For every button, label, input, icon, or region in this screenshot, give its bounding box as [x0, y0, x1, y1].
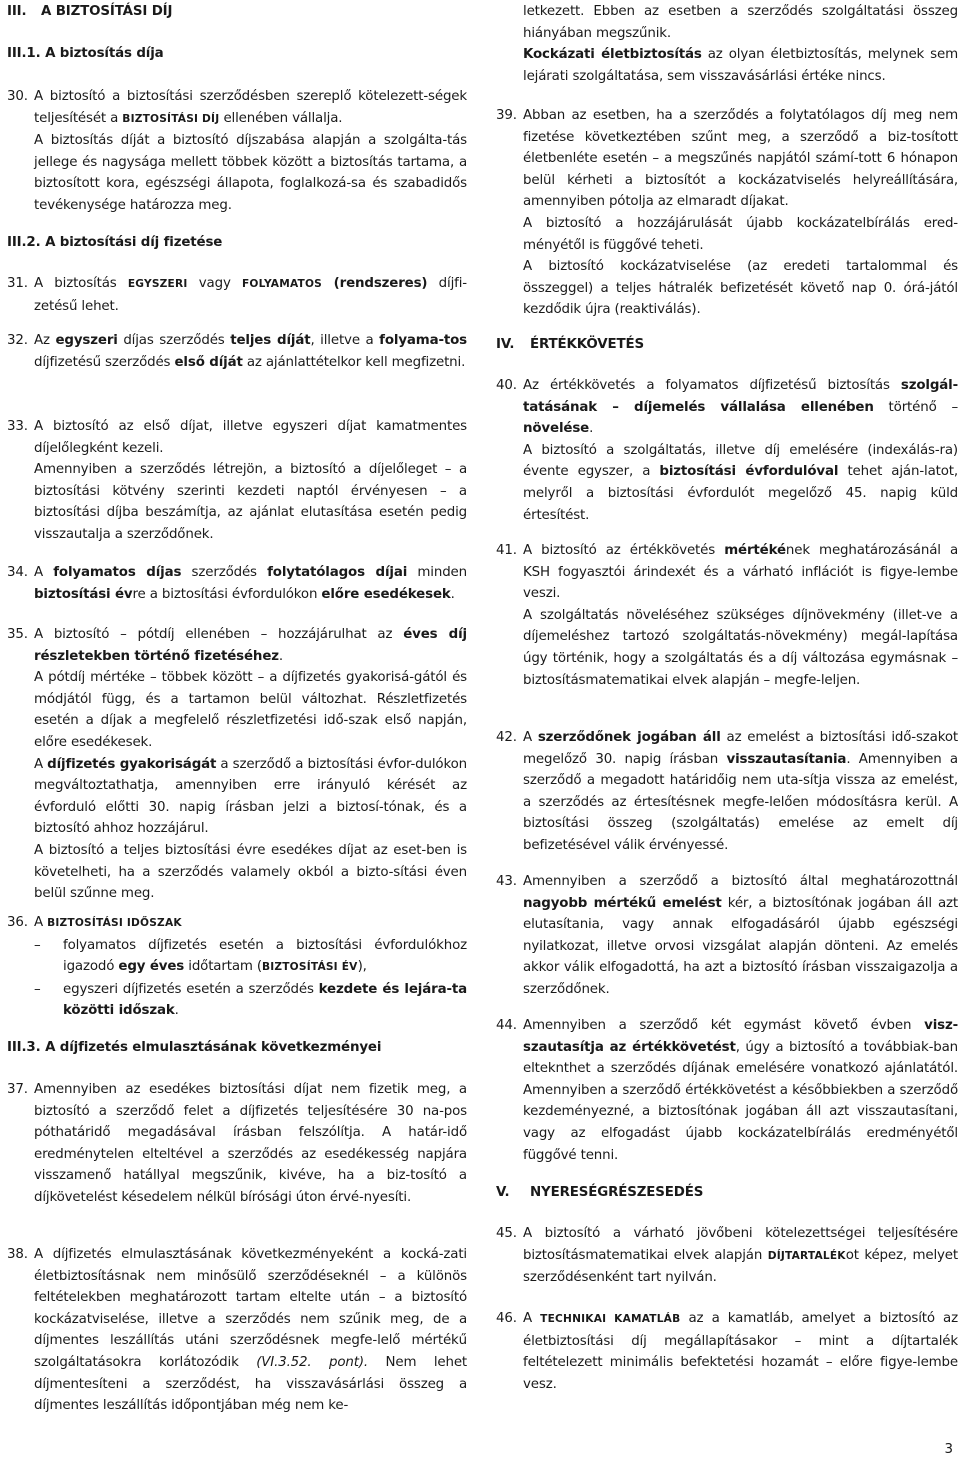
paragraph-30	[7, 86, 467, 217]
text: egyszeri díjfizetés esetén a szerződés	[63, 981, 319, 997]
text: ellenében vállalja.	[219, 110, 343, 126]
section-heading-3	[7, 1, 172, 23]
bold-text: teljes díját	[230, 333, 311, 348]
subsection-number: III.2.	[7, 235, 41, 250]
section-heading-4	[496, 334, 644, 356]
paragraph-39	[496, 105, 958, 321]
text: az olyan életbiztosítás, melynek sem lejárati szolgáltatása, sem visszavásárlási értéke nincs.	[523, 47, 958, 84]
small-caps-term: TECHNIKAI KAMATLÁB	[540, 1313, 681, 1325]
text: , illetve a	[310, 333, 380, 348]
text: A biztosító a biztosítási szerződésben szereplő kötelezett-ségek teljesítését a	[34, 89, 467, 126]
paragraph-number: 36.	[7, 915, 28, 930]
small-caps-term: FOLYAMATOS	[242, 278, 322, 290]
text: A biztosítás	[34, 276, 128, 291]
bold-text: szerződőnek jogában áll	[537, 730, 721, 745]
text: A	[34, 915, 48, 930]
subsection-heading-3-1	[7, 43, 164, 65]
paragraph-text: A biztosító az első díjat, illetve egyszeri díjat kamatmentes díjelőlegként kezeli.	[34, 419, 467, 456]
section-number: IV.	[496, 337, 515, 352]
bold-text: biztosítási évfordulóval	[659, 464, 839, 480]
text: folyamatos díjfizetés esetén a biztosítási évfordulókhoz igazodó	[63, 937, 467, 975]
paragraph-number: 38.	[7, 1247, 28, 1262]
text: díjfi-zetésű lehet.	[34, 276, 467, 314]
dash-marker: –	[34, 937, 41, 953]
paragraph-number: 46.	[496, 1311, 517, 1326]
paragraph-33	[7, 416, 467, 546]
paragraph-45	[496, 1223, 958, 1289]
section-number: V.	[496, 1185, 510, 1200]
paragraph-number: 30.	[7, 89, 28, 104]
text: minden	[407, 565, 467, 580]
text: díjfizetésű szerződés	[34, 354, 175, 370]
text: A biztosító a várható jövőbeni kötelezettségei teljesítésére biztosításmatematikai elvek alapján	[523, 1226, 958, 1263]
paragraph-number: 42.	[496, 730, 517, 745]
list-item	[34, 935, 467, 979]
bold-text: biztosítási év	[34, 586, 133, 602]
paragraph-text: A biztosítás díját a biztosító díjszabása alapján a szolgálta-tás jellege és nagysága mellett többek között a biztosítás tartama, a biztosított kora, egészségi állapota, foglalkozá-sa és szabadidős tevékenysége határozza meg.	[34, 133, 467, 213]
text: A biztosító az értékkövetés	[523, 543, 725, 558]
text: A biztosító a szolgáltatás, illetve díj emelésére (indexálás-ra) évente egyszer, a	[523, 442, 958, 480]
subsection-number: III.1.	[7, 46, 41, 61]
text: Az	[34, 333, 56, 348]
text: vagy	[187, 276, 242, 291]
paragraph-text: A biztosító a hozzájárulását újabb kockázatelbírálás ered-ményétől is függővé teheti.	[523, 215, 958, 253]
text: .	[589, 421, 594, 437]
paragraph-number: 34.	[7, 565, 28, 580]
small-caps-term: EGYSZERI	[127, 278, 188, 290]
paragraph-31	[7, 273, 467, 317]
text: Nem lehet díjmentesíteni a szerződést, ha visszavásárlási összeg a díjmentes leszállítás időpontjában még nem ke-	[34, 1354, 468, 1414]
bold-text: nagyobb mértékű emelést	[523, 895, 722, 911]
paragraph-number: 40.	[496, 378, 517, 393]
paragraph-number: 44.	[496, 1018, 517, 1033]
text: , úgy a biztosító a továbbiak-ban elteknthet a szerződés díjának emelésére vonatkozó ajánlatától. Amennyiben a szerződő értékkövetést a későbbiekben a szerződő kezdeményezné, a biztosítónak jogában áll azt visszautasítani, vagy az elfogadást újabb kockázatelbírálás eredményétől függővé tenni.	[523, 1039, 958, 1163]
subsection-number: III.3.	[7, 1040, 41, 1055]
bold-text: éves díj részletekben történő fizetéséhez	[34, 627, 467, 664]
text: az ajánlattételkor kell megfizetni.	[242, 354, 466, 370]
bold-text: folyama-tos	[379, 333, 468, 348]
subsection-title: A biztosítási díj fizetése	[45, 235, 223, 250]
paragraph-43	[496, 871, 958, 1001]
text: A	[34, 565, 54, 580]
paragraph-44	[496, 1015, 958, 1166]
text: .	[450, 586, 455, 602]
text: A	[523, 730, 538, 745]
bold-text: növelése	[523, 421, 590, 437]
subsection-title: A biztosítás díja	[45, 46, 164, 61]
paragraph-41	[496, 540, 958, 691]
paragraph-40	[496, 375, 958, 526]
section-title: NYERESÉGRÉSZESEDÉS	[530, 1185, 704, 1200]
section-heading-5	[496, 1182, 703, 1204]
text: re a biztosítási évfordulókon	[132, 586, 322, 602]
bold-text: mértéké	[724, 543, 786, 558]
subsection-heading-3-2	[7, 232, 222, 254]
paragraph-number: 37.	[7, 1082, 28, 1097]
paragraph-34	[7, 562, 467, 605]
bold-text: egyszeri	[55, 333, 118, 348]
text: Az értékkövetés a folyamatos díjfizetésű biztosítás	[523, 378, 901, 393]
paragraph-text: A biztosító a teljes biztosítási évre esedékes díjat az eset-ben is követelheti, ha a szerződés valamely okból a bizto-sítási éven belül szűnne meg.	[34, 842, 467, 902]
list-item	[34, 979, 467, 1022]
text: történő –	[873, 399, 959, 415]
bold-text: visszautasítania	[726, 751, 847, 767]
text: A díjfizetés elmulasztásának következményeként a kocká-zati életbiztosításnak nem minősülő szerződéseknél – a különös feltételekben meghatározott tartam eltelte után – a biztosító kockázatviselése, illetve a szerződés nem szűnik meg, de a díjmentes leszállítás utáni szerződésnek megfe-lelő mértékű szolgáltatásokra korlátozódik	[34, 1247, 467, 1370]
bold-text: visz-szautasítja az értékkövetést	[523, 1018, 958, 1055]
paragraph-text: Amennyiben az esedékes biztosítási díjat nem fizetik meg, a biztosító a szerződő felet a díjfizetés teljesítésére 30 na-pos póthatáridő megadásával írásban felszólítja. A határ-idő eredménytelen elteltével a szerződés az esedékesség napjára visszamenő hatállyal megszűnik, kivéve, ha a biz-tosító a díjkövetelést késedelem nélkül bírósági úton érvé-nyesíti.	[34, 1082, 467, 1205]
text: az emelést a biztosítási idő-szakot megelőző 30. napig írásban	[523, 730, 959, 767]
bold-text: folyamatos díjas	[53, 565, 182, 580]
text: ot képez, melyet szerződésenként tart nyilván.	[523, 1247, 958, 1286]
bold-text: folytatólagos díjai	[267, 565, 408, 580]
paragraph-36	[7, 912, 467, 1022]
text: ),	[357, 959, 367, 975]
italic-reference: (VI.3.52. pont).	[256, 1354, 369, 1370]
text: kér, a biztosítónak jogában áll azt elutasítania, vagy annak elfogadásáról újabb egészségi nyilatkozat, illetve orvosi vizsgálat alapján dönteni. Az emelés akkor válik elfogadottá, ha azt a biztosító írásban visszaigazolja a szerződőnek.	[523, 895, 958, 997]
paragraph-text: Amennyiben a szerződés létrejön, a biztosító a díjelőleget – a biztosítási kötvény szerinti kezdeti naptól érvényesen – a biztosítási díjba beszámítja, az ajánlat elutasítása esetén pedig visszautalja a szerződőnek.	[34, 462, 467, 542]
text: A	[34, 756, 48, 772]
text: az a kamatláb, amelyet a biztosító az életbiztosítási díj megállapításakor – mint a díjtartalék feltételezett minimális befektetési hozamát – előre figye-lembe vesz.	[523, 1311, 958, 1392]
text: Amennyiben a szerződő két egymást követő évben	[523, 1018, 925, 1033]
bold-text: (rendszeres)	[321, 276, 428, 291]
paragraph-32	[7, 330, 467, 373]
bold-text: díjfizetés gyakoriságát	[47, 756, 217, 772]
paragraph-text: A biztosító kockázatviselése (az eredeti tartalommal és összeggel) a teljes hátralék befizetését követő nap 0. órá-jától kezdődik újra (reaktiválás).	[523, 259, 958, 318]
bold-text: kezdete és lejára-ta közötti időszak	[63, 981, 467, 1019]
paragraph-number: 31.	[7, 276, 28, 291]
paragraph-number: 41.	[496, 543, 517, 558]
text: Amennyiben a szerződő a biztosító által meghatározottnál	[523, 874, 958, 889]
text: .	[278, 648, 283, 664]
bold-text: egy éves	[118, 959, 185, 975]
text: díjas szerződés	[117, 333, 231, 348]
paragraph-text: A pótdíj mértéke – többek között – a díjfizetés gyakorisá-gától és módjától függ, és a tartamon belül változhat. Részletfizetés esetén a díjak a megfelelő részletfizetési idő-szak első napján, előre esedékesek.	[34, 670, 467, 750]
paragraph-number: 45.	[496, 1226, 517, 1241]
paragraph-42	[496, 727, 958, 857]
paragraph-46	[496, 1308, 958, 1395]
page-number: 3	[944, 1442, 953, 1457]
small-caps-term: BIZTOSÍTÁSI IDŐSZAK	[47, 917, 182, 929]
paragraph-number: 43.	[496, 874, 517, 889]
bold-text: Kockázati életbiztosítás	[523, 47, 702, 63]
paragraph-number: 33.	[7, 419, 28, 434]
bold-text: első díját	[174, 354, 243, 370]
paragraph-38-continued	[496, 1, 958, 87]
text: . Amennyiben a szerződő a megadott határidőig nem uta-sítja vissza az emelést, a szerződés az értesítésnek megfe-lelően módosításra kerül. A biztosítási összeg (szolgáltatás) emelése az emelt díj befizetésével válik érvényessé.	[523, 751, 958, 853]
text: a szerződő a biztosítási évfor-dulókon megváltoztathatja, amennyiben erre irányuló kérését az évforduló előtti 30. napig írásban jelzi a biztosí-tónak, és a biztosító ahhoz hozzájárul.	[34, 756, 467, 837]
bold-text: szolgál-tatásának – díjemelés vállalása ellenében	[523, 378, 958, 415]
text: időtartam (	[184, 959, 262, 975]
paragraph-38	[7, 1244, 467, 1417]
subsection-heading-3-3	[7, 1037, 381, 1059]
paragraph-text: letkezett. Ebben az esetben a szerződés szolgáltatási összeg hiányában megszűnik.	[523, 4, 958, 41]
bold-text: előre esedékesek	[321, 586, 451, 602]
paragraph-number: 39.	[496, 108, 517, 123]
paragraph-number: 32.	[7, 333, 28, 348]
text: nek meghatározásánál a KSH fogyasztói árindexét és a várható inflációt is figye-lembe veszi.	[523, 543, 958, 602]
paragraph-text: Abban az esetben, ha a szerződés a folytatólagos díj meg nem fizetése következtében szűnt meg, a szerződő a biz-tosított életbenléte esetén – a megszűnés napjától számí-tott 6 hónapon belül kérheti a biztosítót a kockázatviselés helyreállítására, amennyiben pótolja az elmaradt díjakat.	[523, 108, 958, 210]
paragraph-number: 35.	[7, 627, 28, 642]
text: A	[523, 1311, 541, 1326]
paragraph-35	[7, 624, 467, 905]
section-number: III.	[7, 4, 27, 19]
section-title: ÉRTÉKKÖVETÉS	[530, 337, 644, 352]
section-title: A BIZTOSÍTÁSI DÍJ	[41, 4, 173, 19]
subsection-title: A díjfizetés elmulasztásának következményei	[45, 1040, 382, 1055]
text: tehet aján-latot, melyről a biztosítási évfordulót megelőző 45. napig küld értesítést.	[523, 464, 958, 523]
small-caps-term: BIZTOSÍTÁSI DÍJ	[122, 112, 220, 125]
text: szerződés	[181, 565, 268, 580]
paragraph-37	[7, 1079, 467, 1209]
small-caps-term: DÍJTARTALÉK	[767, 1249, 846, 1262]
period-list	[34, 935, 467, 1022]
text: .	[174, 1003, 179, 1019]
small-caps-term: BIZTOSÍTÁSI ÉV	[261, 961, 358, 974]
text: A biztosító – pótdíj ellenében – hozzájárulhat az	[34, 627, 404, 642]
paragraph-text: A szolgáltatás növeléséhez szükséges díjnövekmény (illet-ve a díjemeléshez tartozó szolgáltatás-növekmény) megál-lapítása úgy történik, hogy a szolgáltatás és a díj változása egymásnak – biztosításmatematikai elvek alapján – megfe-leljen.	[523, 607, 958, 688]
dash-marker: –	[34, 981, 41, 997]
